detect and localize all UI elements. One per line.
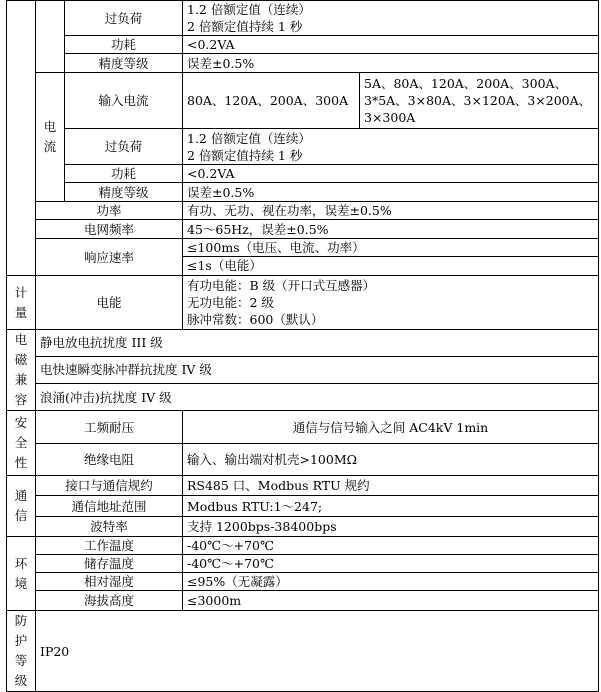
table-row bbox=[7, 517, 599, 537]
humidity-value: ≤95%（无凝露） bbox=[183, 573, 599, 591]
voltage-power-consumption-value: <0.2VA bbox=[183, 36, 599, 54]
frequency-value: 45～65Hz，误差±0.5% bbox=[183, 220, 599, 239]
table-row bbox=[7, 611, 599, 692]
current-input-label: 输入电流 bbox=[65, 73, 183, 129]
emc-item: 电快速瞬变脉冲群抗扰度 IV 级 bbox=[36, 356, 599, 384]
table-row bbox=[7, 239, 599, 276]
table-row bbox=[7, 537, 599, 555]
table-row bbox=[7, 591, 599, 611]
emc-item: 浪涌(冲击)抗扰度 IV 级 bbox=[36, 384, 599, 411]
table-row bbox=[7, 411, 599, 444]
voltage-overload-label: 过负荷 bbox=[65, 1, 183, 36]
table-row bbox=[7, 330, 599, 357]
voltage-overload-value: 1.2 倍额定值（连续） 2 倍额定值持续 1 秒 bbox=[183, 1, 599, 36]
energy-value: 有功电能：B 级（开口式互感器） 无功电能：2 级 脉冲常数：600（默认） bbox=[183, 276, 599, 330]
protection-group-label: 防护等级 bbox=[7, 611, 36, 692]
table-row bbox=[7, 183, 599, 202]
insulation-label: 绝缘电阻 bbox=[36, 444, 183, 476]
table-row bbox=[7, 476, 599, 496]
current-input-value-b: 5A、80A、120A、200A、300A、3*5A、3×80A、3×120A、3×200A、3×300A bbox=[360, 73, 599, 129]
communication-group-label: 通信 bbox=[7, 476, 36, 537]
metering-group-label: 计量 bbox=[7, 276, 36, 330]
voltage-group-cell bbox=[36, 1, 65, 73]
storage-temp-value: -40℃～+70℃ bbox=[183, 555, 599, 573]
withstand-value: 通信与信号输入之间 AC4kV 1min bbox=[183, 411, 599, 444]
table-row bbox=[7, 165, 599, 183]
current-power-consumption-value: <0.2VA bbox=[183, 165, 599, 183]
address-label: 通信地址范围 bbox=[36, 496, 183, 517]
table-row bbox=[7, 356, 599, 384]
altitude-label: 海拔高度 bbox=[36, 591, 183, 611]
emc-item: 静电放电抗扰度 III 级 bbox=[36, 330, 599, 357]
voltage-accuracy-value: 误差±0.5% bbox=[183, 54, 599, 73]
table-row bbox=[7, 384, 599, 411]
emc-group-label: 电磁兼容 bbox=[7, 330, 36, 411]
table-row bbox=[7, 220, 599, 239]
table-row bbox=[7, 202, 599, 220]
table-row bbox=[7, 496, 599, 517]
response-value-1: ≤100ms（电压、电流、功率） bbox=[183, 239, 598, 257]
table-row bbox=[7, 73, 599, 129]
current-overload-value: 1.2 倍额定值（连续） 2 倍额定值持续 1 秒 bbox=[183, 129, 599, 165]
current-overload-label: 过负荷 bbox=[65, 129, 183, 165]
work-temp-label: 工作温度 bbox=[36, 537, 183, 555]
altitude-value: ≤3000m bbox=[183, 591, 599, 611]
energy-label: 电能 bbox=[36, 276, 183, 330]
insulation-value: 输入、输出端对机壳>100MΩ bbox=[183, 444, 599, 476]
humidity-label: 相对湿度 bbox=[36, 573, 183, 591]
current-group-label: 电流 bbox=[36, 73, 65, 202]
baud-label: 波特率 bbox=[36, 517, 183, 537]
address-value: Modbus RTU:1～247; bbox=[183, 496, 599, 517]
table-row bbox=[7, 444, 599, 476]
table-row bbox=[7, 573, 599, 591]
current-accuracy-label: 精度等级 bbox=[65, 183, 183, 202]
voltage-accuracy-label: 精度等级 bbox=[65, 54, 183, 73]
interface-value: RS485 口、Modbus RTU 规约 bbox=[183, 476, 599, 496]
withstand-label: 工频耐压 bbox=[36, 411, 183, 444]
safety-group-label: 安全性 bbox=[7, 411, 36, 476]
response-value-cell bbox=[183, 239, 599, 276]
table-row bbox=[7, 555, 599, 573]
power-value: 有功、无功、视在功率，误差±0.5% bbox=[183, 202, 599, 220]
response-label: 响应速率 bbox=[36, 239, 183, 276]
interface-label: 接口与通信规约 bbox=[36, 476, 183, 496]
current-input-value-a: 80A、120A、200A、300A bbox=[183, 73, 360, 129]
table-row bbox=[7, 54, 599, 73]
voltage-power-consumption-label: 功耗 bbox=[65, 36, 183, 54]
baud-value: 支持 1200bps-38400bps bbox=[183, 517, 599, 537]
response-value-2: ≤1s（电能） bbox=[187, 258, 262, 273]
current-power-consumption-label: 功耗 bbox=[65, 165, 183, 183]
table-row bbox=[7, 1, 599, 36]
spec-table bbox=[6, 0, 599, 692]
storage-temp-label: 储存温度 bbox=[36, 555, 183, 573]
power-label: 功率 bbox=[36, 202, 183, 220]
table-row bbox=[7, 129, 599, 165]
signal-group-cell bbox=[7, 1, 36, 276]
work-temp-value: -40℃～+70℃ bbox=[183, 537, 599, 555]
table-row bbox=[7, 36, 599, 54]
table-row bbox=[7, 276, 599, 330]
current-accuracy-value: 误差±0.5% bbox=[183, 183, 599, 202]
protection-value: IP20 bbox=[36, 611, 599, 692]
environment-group-label: 环境 bbox=[7, 537, 36, 611]
frequency-label: 电网频率 bbox=[36, 220, 183, 239]
